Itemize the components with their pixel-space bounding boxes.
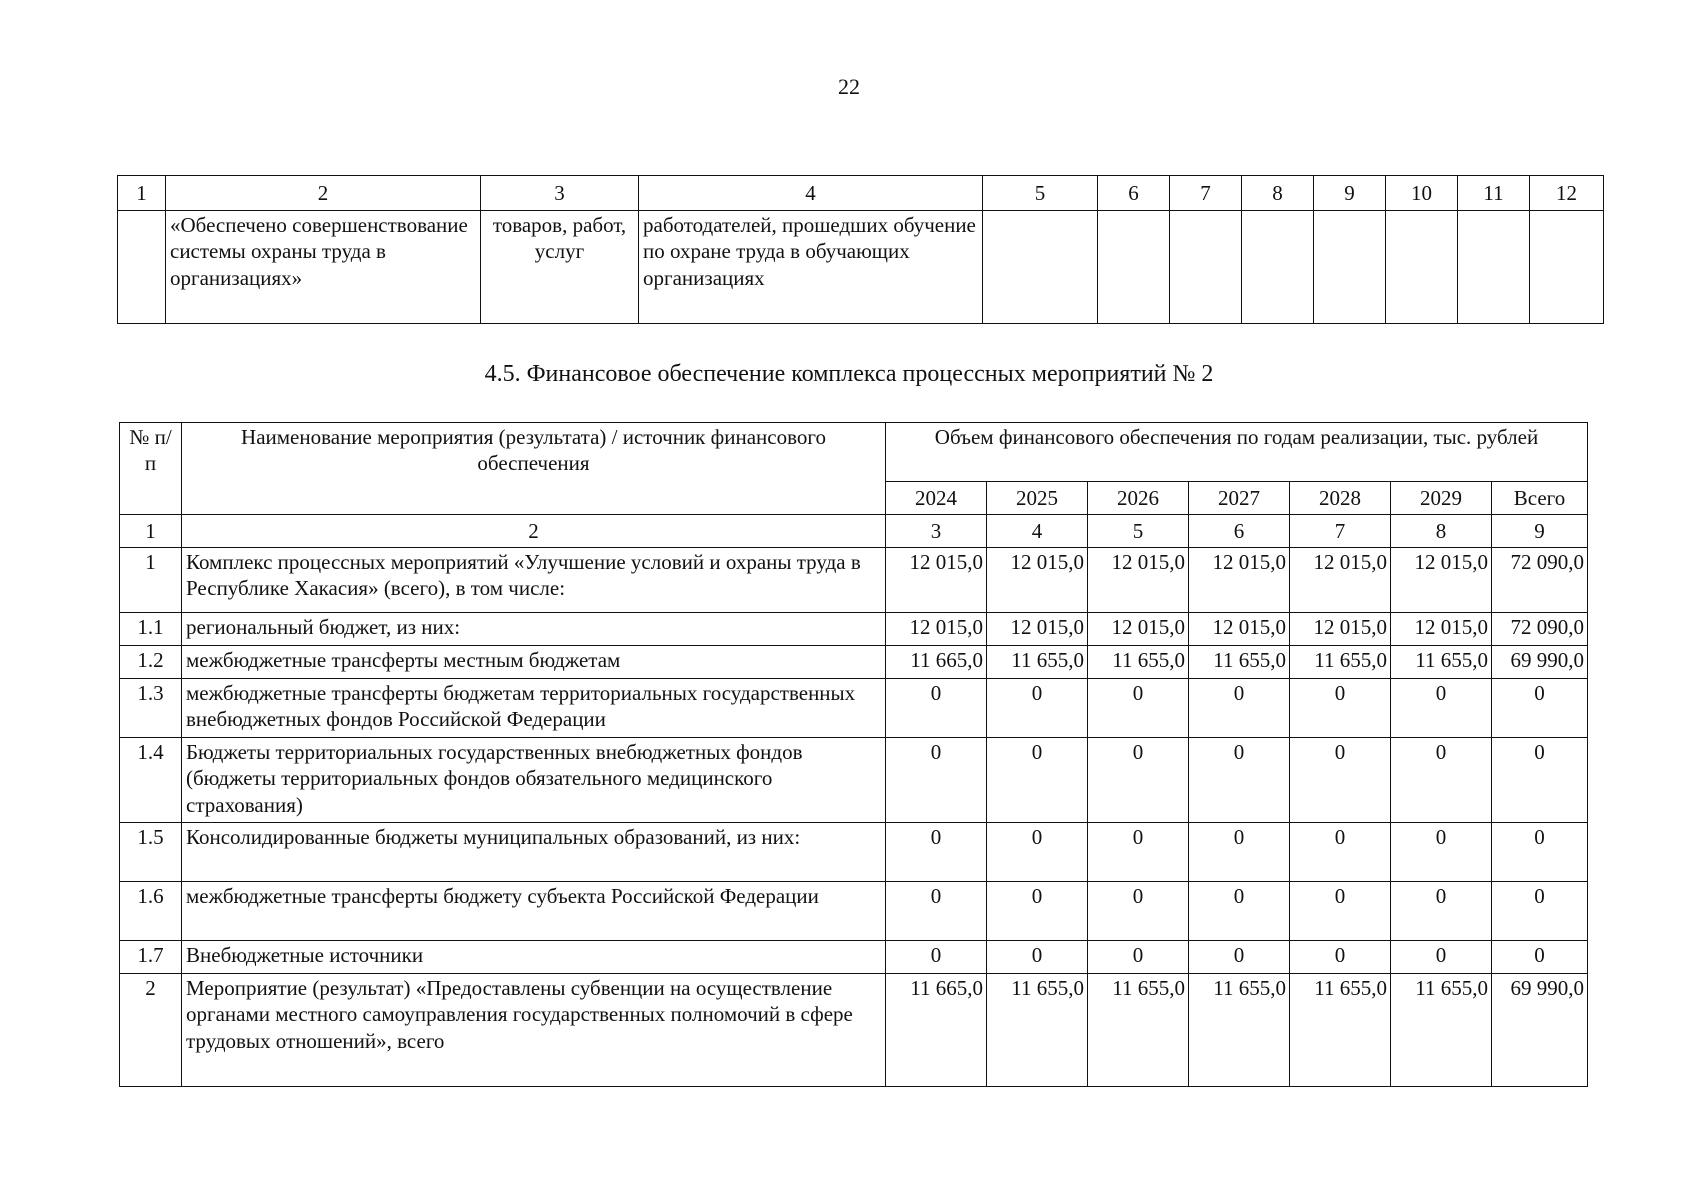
row-total: 0: [1492, 941, 1588, 974]
row-number: 1.3: [120, 679, 182, 738]
row-value: 0: [1189, 738, 1290, 823]
row-value: 0: [1088, 679, 1189, 738]
row-value: 0: [1290, 679, 1391, 738]
row-value: 11 655,0: [1391, 646, 1492, 679]
row-value: 12 015,0: [987, 548, 1088, 613]
row-value: 0: [886, 882, 987, 941]
column-number: 1: [118, 176, 166, 211]
row-value: 0: [1391, 941, 1492, 974]
column-number: 4: [639, 176, 983, 211]
table-row: [120, 941, 1588, 974]
row-value: 11 655,0: [987, 646, 1088, 679]
row-value: 0: [1088, 738, 1189, 823]
row-total: 72 090,0: [1492, 548, 1588, 613]
row-total: 69 990,0: [1492, 646, 1588, 679]
row-total: 0: [1492, 679, 1588, 738]
table-cell: [1458, 211, 1530, 324]
row-value: 12 015,0: [886, 613, 987, 646]
column-number: 12: [1530, 176, 1604, 211]
column-number: 8: [1242, 176, 1314, 211]
column-number: 9: [1492, 515, 1588, 548]
row-number: 1.5: [120, 823, 182, 882]
table-cell: [118, 211, 166, 324]
column-number-row: [118, 176, 1604, 211]
year-header: 2027: [1189, 482, 1290, 515]
table-cell: [1170, 211, 1242, 324]
financing-table: [119, 422, 1588, 1087]
table-row: [120, 646, 1588, 679]
row-value: 12 015,0: [1391, 548, 1492, 613]
row-value: 11 655,0: [1088, 974, 1189, 1087]
column-number-row: [120, 515, 1588, 548]
row-name: Внебюджетные источники: [182, 941, 886, 974]
year-header: 2024: [886, 482, 987, 515]
row-value: 0: [1391, 738, 1492, 823]
row-value: 0: [1290, 941, 1391, 974]
table-row: [120, 738, 1588, 823]
table-cell-unit: товаров, работ, услуг: [481, 211, 639, 324]
column-number: 11: [1458, 176, 1530, 211]
row-value: 11 655,0: [1391, 974, 1492, 1087]
row-value: 0: [1391, 679, 1492, 738]
header-number: № п/п: [120, 423, 182, 515]
row-value: 0: [1290, 882, 1391, 941]
row-name: Консолидированные бюджеты муниципальных образований, из них:: [182, 823, 886, 882]
page-number: 22: [838, 74, 860, 99]
table-row: [120, 679, 1588, 738]
row-value: 0: [886, 823, 987, 882]
row-name: межбюджетные трансферты бюджетам территориальных государственных внебюджетных фондов Российской Федерации: [182, 679, 886, 738]
row-total: 0: [1492, 823, 1588, 882]
table-cell: [1386, 211, 1458, 324]
row-name: межбюджетные трансферты бюджету субъекта Российской Федерации: [182, 882, 886, 941]
row-value: 0: [1189, 679, 1290, 738]
financing-rows: [120, 548, 1588, 1087]
row-number: 1.4: [120, 738, 182, 823]
row-number: 1.6: [120, 882, 182, 941]
row-value: 0: [1088, 823, 1189, 882]
table-cell-result-name: «Обеспечено совершенствование системы охраны труда в организациях»: [166, 211, 481, 324]
table-cell: [1314, 211, 1386, 324]
row-value: 12 015,0: [1189, 548, 1290, 613]
row-name: Мероприятие (результат) «Предоставлены субвенции на осуществление органами местного самоуправления государственных полномочий в сфере трудовых отношений», всего: [182, 974, 886, 1087]
year-header: 2025: [987, 482, 1088, 515]
row-value: 11 655,0: [1189, 646, 1290, 679]
row-value: 11 655,0: [1290, 974, 1391, 1087]
row-value: 12 015,0: [1088, 613, 1189, 646]
row-value: 12 015,0: [1290, 548, 1391, 613]
column-number: 5: [983, 176, 1098, 211]
table-row: [120, 613, 1588, 646]
row-value: 0: [1088, 882, 1189, 941]
row-value: 0: [1189, 882, 1290, 941]
row-value: 12 015,0: [1088, 548, 1189, 613]
total-header: Всего: [1492, 482, 1588, 515]
table-row: [120, 548, 1588, 613]
table-cell: [983, 211, 1098, 324]
table-cell: [1242, 211, 1314, 324]
row-value: 12 015,0: [886, 548, 987, 613]
year-header: 2028: [1290, 482, 1391, 515]
row-number: 1.2: [120, 646, 182, 679]
row-value: 0: [1391, 823, 1492, 882]
year-header: 2026: [1088, 482, 1189, 515]
header-name: Наименование мероприятия (результата) / источник финансового обеспечения: [182, 423, 886, 515]
column-number: 7: [1290, 515, 1391, 548]
row-name: межбюджетные трансферты местным бюджетам: [182, 646, 886, 679]
row-total: 0: [1492, 738, 1588, 823]
row-value: 0: [886, 738, 987, 823]
year-header: 2029: [1391, 482, 1492, 515]
row-total: 72 090,0: [1492, 613, 1588, 646]
row-total: 69 990,0: [1492, 974, 1588, 1087]
row-value: 0: [1088, 941, 1189, 974]
table-row: [120, 882, 1588, 941]
column-number: 2: [182, 515, 886, 548]
header-volume: Объем финансового обеспечения по годам реализации, тыс. рублей: [886, 423, 1588, 482]
row-value: 0: [1189, 823, 1290, 882]
column-number: 10: [1386, 176, 1458, 211]
row-value: 0: [987, 882, 1088, 941]
table-row: [118, 211, 1604, 324]
row-value: 0: [1290, 738, 1391, 823]
column-number: 3: [481, 176, 639, 211]
row-value: 12 015,0: [1391, 613, 1492, 646]
row-value: 0: [987, 738, 1088, 823]
column-number: 6: [1098, 176, 1170, 211]
table-row: [120, 974, 1588, 1087]
row-value: 12 015,0: [1189, 613, 1290, 646]
row-value: 0: [1189, 941, 1290, 974]
row-value: 11 655,0: [1189, 974, 1290, 1087]
row-value: 12 015,0: [987, 613, 1088, 646]
table-cell-indicator: работодателей, прошедших обучение по охране труда в обучающих организациях: [639, 211, 983, 324]
row-name: Комплекс процессных мероприятий «Улучшение условий и охраны труда в Республике Хакасия» (всего), в том числе:: [182, 548, 886, 613]
continuation-table: [117, 175, 1604, 324]
column-number: 4: [987, 515, 1088, 548]
column-number: 3: [886, 515, 987, 548]
section-title: 4.5. Финансовое обеспечение комплекса процессных мероприятий № 2: [484, 361, 1214, 387]
row-value: 0: [886, 679, 987, 738]
row-value: 0: [987, 679, 1088, 738]
row-value: 12 015,0: [1290, 613, 1391, 646]
row-name: Бюджеты территориальных государственных внебюджетных фондов (бюджеты территориальных фондов обязательного медицинского страхования): [182, 738, 886, 823]
row-value: 0: [1290, 823, 1391, 882]
table-cell: [1098, 211, 1170, 324]
table-row: [120, 823, 1588, 882]
row-name: региональный бюджет, из них:: [182, 613, 886, 646]
row-total: 0: [1492, 882, 1588, 941]
row-value: 11 665,0: [886, 974, 987, 1087]
row-value: 0: [1391, 882, 1492, 941]
row-value: 0: [886, 941, 987, 974]
row-value: 11 655,0: [1088, 646, 1189, 679]
row-value: 11 655,0: [1290, 646, 1391, 679]
column-number: 6: [1189, 515, 1290, 548]
column-number: 7: [1170, 176, 1242, 211]
column-number: 1: [120, 515, 182, 548]
column-number: 9: [1314, 176, 1386, 211]
column-number: 5: [1088, 515, 1189, 548]
row-number: 1.1: [120, 613, 182, 646]
row-value: 11 655,0: [987, 974, 1088, 1087]
row-value: 0: [987, 941, 1088, 974]
row-value: 0: [987, 823, 1088, 882]
column-number: 2: [166, 176, 481, 211]
row-number: 1.7: [120, 941, 182, 974]
row-number: 1: [120, 548, 182, 613]
header-row: [120, 423, 1588, 482]
row-value: 11 665,0: [886, 646, 987, 679]
column-number: 8: [1391, 515, 1492, 548]
table-cell: [1530, 211, 1604, 324]
row-number: 2: [120, 974, 182, 1087]
